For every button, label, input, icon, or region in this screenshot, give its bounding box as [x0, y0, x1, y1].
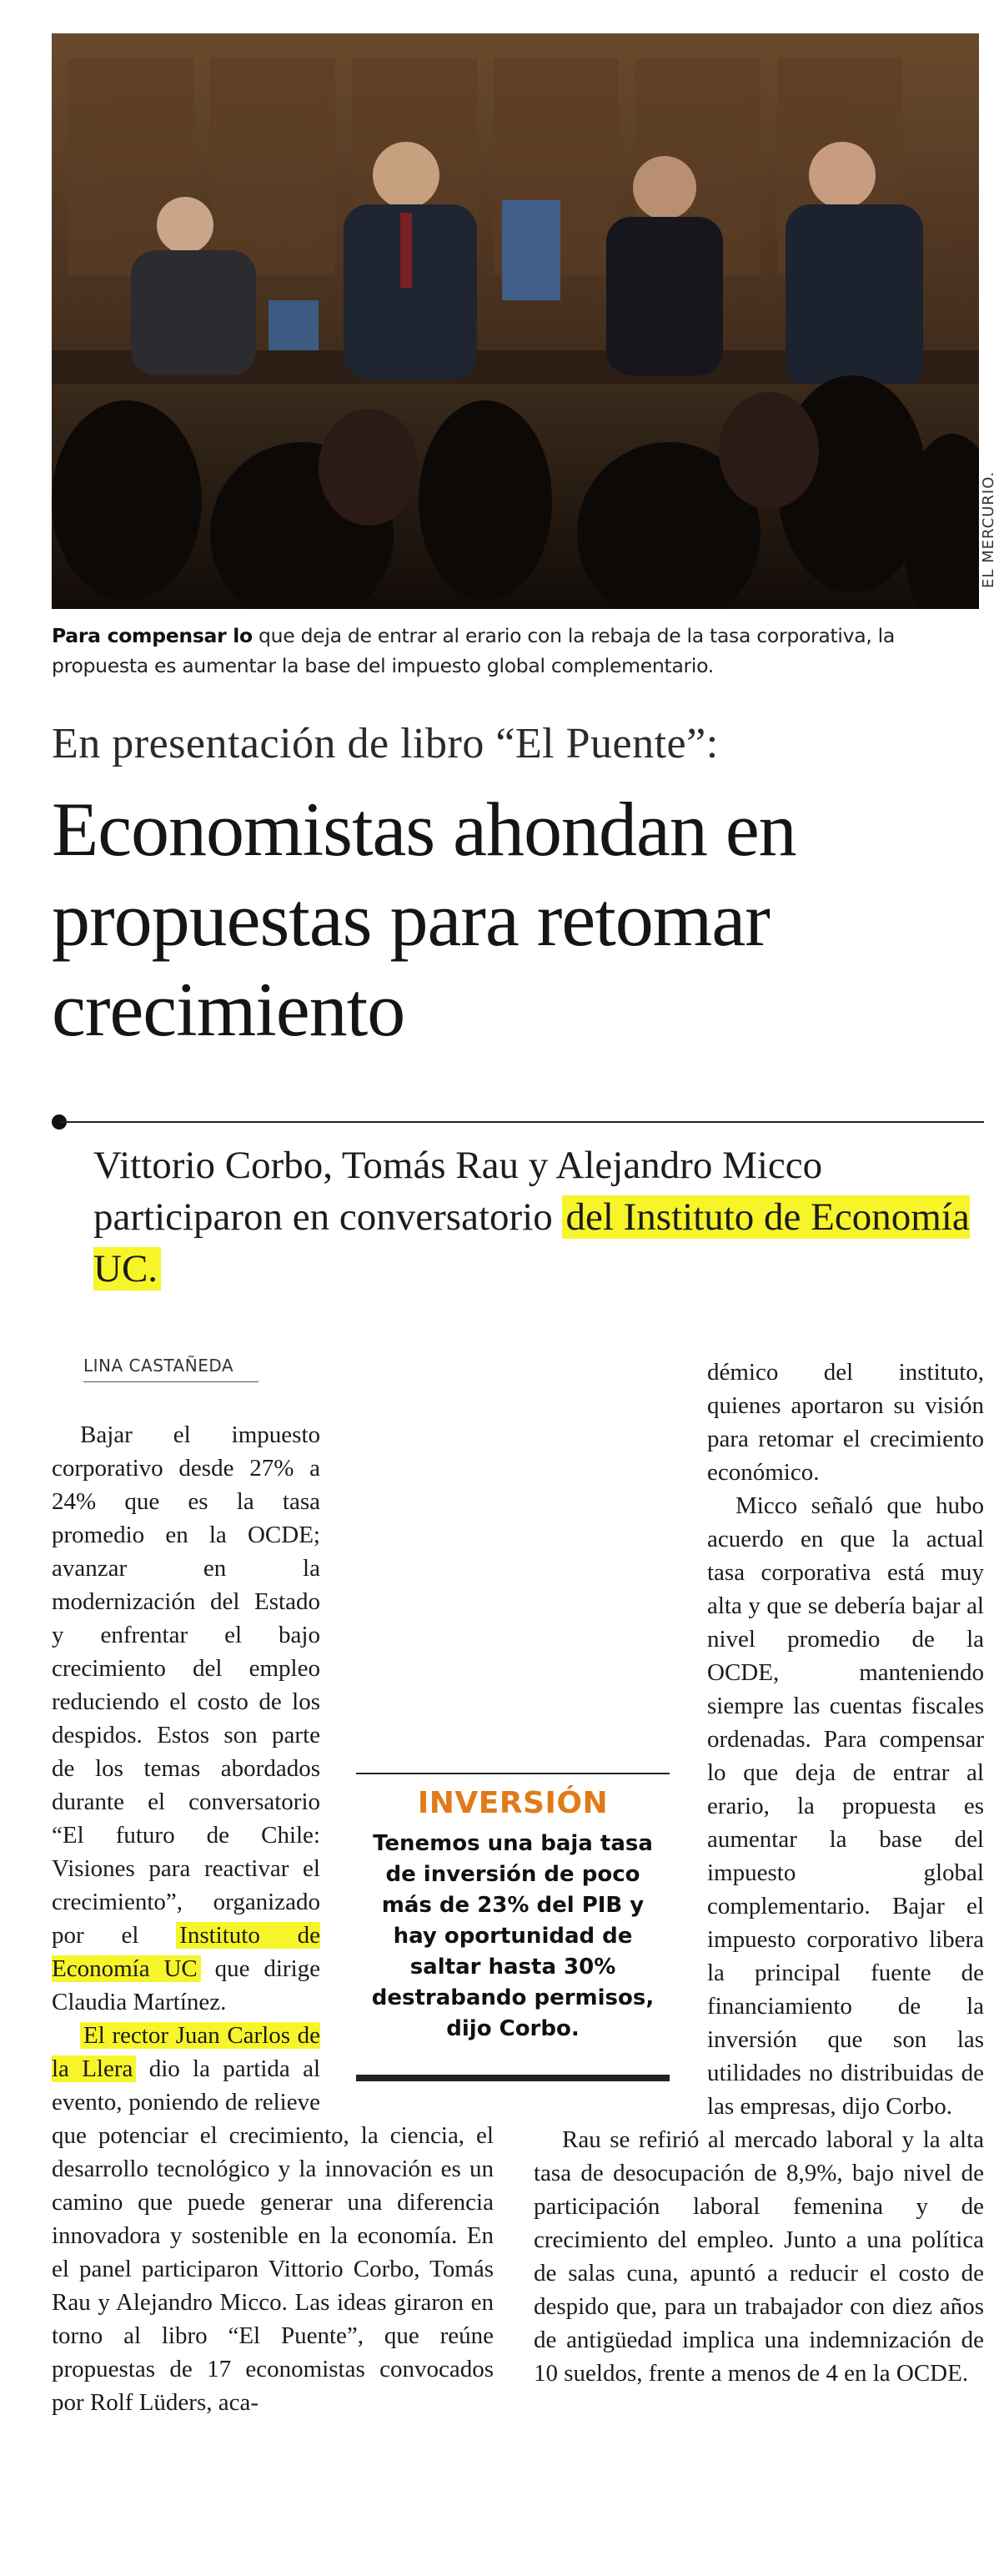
quote-box-text: Tenemos una baja tasa de inversión de poco más de 23% del PIB y hay oportunidad de saltar hasta 30% destrabando permisos, dijo Corbo. [371, 1831, 655, 2041]
p2-text: dio la partida al evento, poniendo de relieve que potenciar el crecimiento, la ciencia, el desarrollo tecnológico y la innovación es un camino que puede generar una diferencia innovadora y sostenible en la economía. En el panel participaron Vittorio Corbo, Tomás Rau y Alejandro Micco. Las ideas giraron en torno al libro “El Puente”, que reúne propuestas de 17 economistas convocados por Rolf Lüders, aca- [52, 2055, 494, 2416]
photo-credit: EL MERCURIO. [980, 470, 997, 588]
panel-photo-illustration [52, 33, 979, 609]
caption-lead: Para compensar lo [52, 624, 253, 647]
subheadline-text: Vittorio Corbo, Tomás Rau y Alejandro Micco participaron en conversatorio [93, 1144, 823, 1239]
subheadline [93, 1140, 994, 1295]
p1-text: Bajar el impuesto corporativo desde 27% a 24% que es la tasa promedio en la OCDE; avanzar en la modernización del Estado y enfrentar el bajo crecimiento del empleo reduciendo el costo de los despidos. Estos son parte de los temas abordados durante el conversatorio “El futuro de Chile: Visiones para reactivar el crecimiento”, organizado por el [52, 1421, 320, 1949]
p2-highlight: El rector Juan Carlos de la Llera [52, 2022, 320, 2082]
news-photo [52, 33, 979, 609]
quote-box [356, 1773, 670, 2081]
caption-text: que deja de entrar al erario con la rebaja de la tasa corporativa, la propuesta es aumentar la base del impuesto global complementario. [52, 624, 896, 677]
headline-divider [60, 1121, 984, 1123]
subheadline-highlight: del Instituto de Economía UC. [93, 1195, 970, 1291]
paragraph-5: Rau se refirió al mercado laboral y la alta tasa de desocupación de 8,9%, bajo nivel de participación laboral femenina y de crecimiento del empleo. Junto a una política de salas cuna, apuntó a reducir el costo de despido que, para un trabajador con diez años de antigüedad implica una indemnización de 10 sueldos, frente a menos de 4 en la OCDE. [534, 2126, 984, 2387]
headline: Economistas ahondan en propuestas para retomar crecimiento [52, 787, 796, 1052]
byline-underline [83, 1381, 259, 1382]
paragraph-4: Micco señaló que hubo acuerdo en que la actual tasa corporativa está muy alta y que se debería bajar al nivel promedio de la OCDE, manteniendo siempre las cuentas fiscales ordenadas. Para compensar lo que deja de entrar al erario, la propuesta es aumentar la base del impuesto global complementario. Bajar el impuesto corporativo libera la principal fuente de financiamiento de la inversión que son las utilidades no distribuidas de las empresas, dijo Corbo. [707, 1492, 984, 2120]
byline: LINA CASTAÑEDA [83, 1356, 234, 1376]
p1-text-end: que dirige Claudia Martínez. [52, 1955, 320, 2015]
quote-box-title: INVERSIÓN [417, 1786, 609, 1820]
kicker: En presentación de libro “El Puente”: [52, 720, 719, 767]
paragraph-3: démico del instituto, quienes aportaron su visión para retomar el crecimiento económico. [707, 1359, 984, 1486]
photo-caption [52, 621, 986, 681]
p1-highlight: Instituto de Economía UC [52, 1922, 321, 1982]
